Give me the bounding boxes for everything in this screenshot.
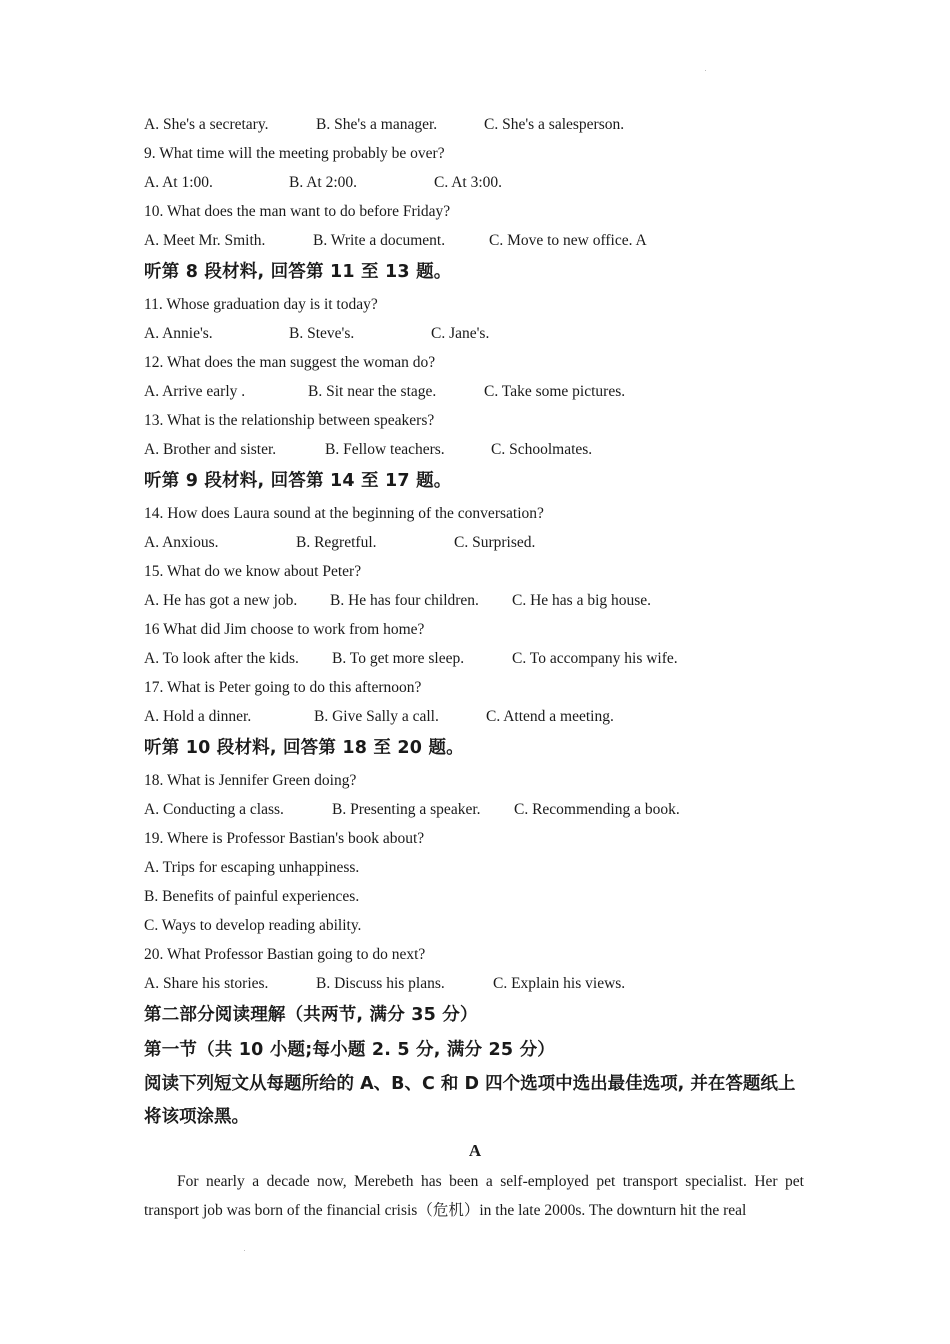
q12-option-c: C. Take some pictures. [484,383,626,400]
q16-question: 16 What did Jim choose to work from home? [144,621,425,638]
passage-paragraph: For nearly a decade now, Merebeth has been a self-employed pet transport specialist. Her pet transport job was born of the financial crisis（危机）in the late 2000s. The downturn hit the real [144,1173,804,1219]
q8-option-a: A. She's a secretary. [144,116,269,133]
section-9-heading: 听第 9 段材料, 回答第 14 至 17 题。 [144,471,452,491]
q14-option-b: B. Regretful. [296,534,377,551]
q15-option-a: A. He has got a new job. [144,592,298,609]
section-10-heading: 听第 10 段材料, 回答第 18 至 20 题。 [144,738,464,758]
q19-question: 19. Where is Professor Bastian's book about? [144,830,425,847]
q12-question: 12. What does the man suggest the woman do? [144,354,436,371]
q16-option-c: C. To accompany his wife. [512,650,678,667]
q19-option-c: C. Ways to develop reading ability. [144,917,362,934]
q16-option-a: A. To look after the kids. [144,650,299,667]
q20-option-c: C. Explain his views. [493,975,626,992]
q18-option-c: C. Recommending a book. [514,801,680,818]
q11-option-a: A. Annie's. [144,325,213,342]
q8-option-c: C. She's a salesperson. [484,116,625,133]
q13-option-c: C. Schoolmates. [491,441,593,458]
q9-option-a: A. At 1:00. [144,174,213,191]
q18-question: 18. What is Jennifer Green doing? [144,772,357,789]
q10-question: 10. What does the man want to do before Friday? [144,203,451,220]
q10-option-b: B. Write a document. [313,232,446,249]
section-1-title: 第一节（共 10 小题;每小题 2. 5 分, 满分 25 分） [144,1040,555,1060]
q15-option-b: B. He has four children. [330,592,479,609]
scan-speck [244,1250,245,1251]
q19-option-a: A. Trips for escaping unhappiness. [144,859,360,876]
q12-option-b: B. Sit near the stage. [308,383,437,400]
q9-question: 9. What time will the meeting probably be over? [144,145,445,162]
q12-option-a: A. Arrive early . [144,383,246,400]
q20-question: 20. What Professor Bastian going to do next? [144,946,426,963]
q17-option-b: B. Give Sally a call. [314,708,439,725]
q13-question: 13. What is the relationship between speakers? [144,412,435,429]
q10-option-c: C. Move to new office. A [489,232,647,249]
q18-option-b: B. Presenting a speaker. [332,801,481,818]
q13-option-b: B. Fellow teachers. [325,441,445,458]
q20-option-b: B. Discuss his plans. [316,975,445,992]
reading-instructions: 阅读下列短文从每题所给的 A、B、C 和 D 四个选项中选出最佳选项, 并在答题纸上将该项涂黑。 [144,1074,796,1127]
q9-option-c: C. At 3:00. [434,174,503,191]
q19-option-b: B. Benefits of painful experiences. [144,888,360,905]
q14-question: 14. How does Laura sound at the beginning of the conversation? [144,505,544,522]
q16-option-b: B. To get more sleep. [332,650,465,667]
part-2-title: 第二部分阅读理解（共两节, 满分 35 分） [144,1005,478,1025]
q17-option-a: A. Hold a dinner. [144,708,252,725]
q14-option-c: C. Surprised. [454,534,536,551]
q17-question: 17. What is Peter going to do this afternoon? [144,679,422,696]
q18-option-a: A. Conducting a class. [144,801,284,818]
q8-option-b: B. She's a manager. [316,116,438,133]
passage-label: A [468,1141,482,1160]
q11-option-b: B. Steve's. [289,325,355,342]
q15-question: 15. What do we know about Peter? [144,563,362,580]
q11-question: 11. Whose graduation day is it today? [144,296,378,313]
q9-option-b: B. At 2:00. [289,174,358,191]
q15-option-c: C. He has a big house. [512,592,652,609]
q10-option-a: A. Meet Mr. Smith. [144,232,266,249]
q13-option-a: A. Brother and sister. [144,441,277,458]
q11-option-c: C. Jane's. [431,325,490,342]
q20-option-a: A. Share his stories. [144,975,269,992]
q14-option-a: A. Anxious. [144,534,219,551]
section-8-heading: 听第 8 段材料, 回答第 11 至 13 题。 [144,262,452,282]
q17-option-c: C. Attend a meeting. [486,708,614,725]
scan-speck [705,70,706,71]
